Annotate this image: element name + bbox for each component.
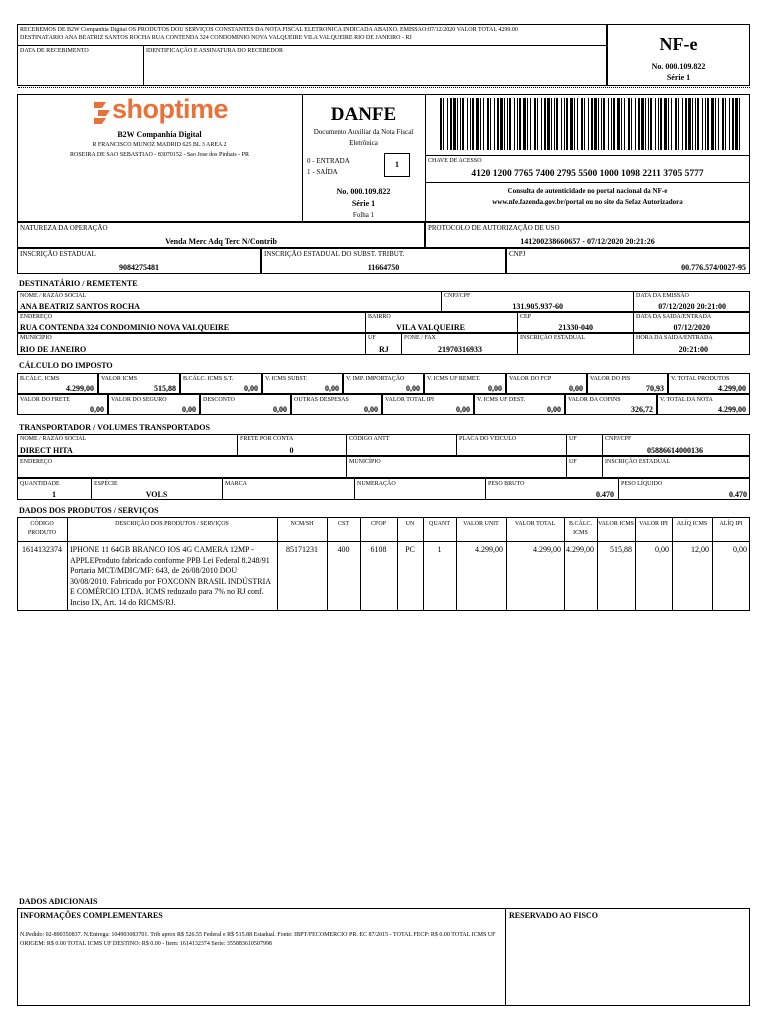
produtos-header-vunit: VALOR UNIT [463,521,499,527]
dest-uf-value: RJ [379,345,389,354]
barcode-bar [490,98,491,150]
produtos-col-divider [506,517,507,611]
transp-pl-value: 0.470 [729,490,747,499]
produtos-item-cod: 1614132374 [22,545,62,554]
barcode-bar [530,98,531,150]
consulta-line-2: www.nfe.fazenda.gov.br/portal ou no site da Sefaz Autorizadora [492,198,683,206]
imposto-r2-value: 0,00 [364,405,378,414]
imposto-r1-value: 4.299,00 [66,384,94,393]
entrada-label: 0 - ENTRADA [307,157,350,165]
transp-row1-div4 [566,434,567,456]
imposto-r1-label: V. ICMS UF REMET. [427,376,481,382]
transp-qtd-value: 1 [52,490,56,499]
protocolo-label: PROTOCOLO DE AUTORIZAÇÃO DE USO [428,224,560,232]
imposto-r2-label: VALOR DO SEGURO [111,397,167,403]
transp-cnpj-value: 05886614000136 [647,446,703,455]
barcode-bar [671,98,672,150]
transp-pl-label: PESO LÍQUIDO [621,481,663,487]
dest-saida-value: 07/12/2020 [673,323,710,332]
barcode-bar [702,98,703,150]
barcode-bar [611,98,612,150]
barcode-bar [440,98,442,150]
imposto-r1-label: VALOR DO FCP [509,376,552,382]
produtos-item-aipi: 0,00 [733,545,747,554]
tipo-box [384,153,410,177]
produtos-col-divider [456,517,457,611]
barcode-bar [564,98,565,150]
natureza-value: Venda Merc Adq Terc N/Contrib [165,237,277,246]
imposto-r2-cell [657,394,750,415]
transp-placa-label: PLACA DO VEÍCULO [459,436,517,442]
dest-mun-label: MUNICÍPIO [20,335,52,341]
tipo-value: 1 [395,160,399,169]
transp-end-label: ENDEREÇO [20,459,52,465]
barcode-bar [453,98,456,150]
barcode-bar [715,98,716,150]
barcode-bar [447,98,448,150]
danfe-title: DANFE [330,104,397,125]
barcode-bar [588,98,589,150]
barcode-bar [527,98,528,150]
barcode-bar [460,98,461,150]
imposto-r2-value: 0,00 [456,405,470,414]
produtos-header-aicms: ALÍQ ICMS [676,521,708,527]
dest-uf-label: UF [368,335,376,341]
produtos-item-vtotal: 4.299,00 [533,545,561,554]
imposto-r1-value: 0,00 [569,384,583,393]
barcode-bar [577,98,578,150]
dest-cep-value: 21330-040 [558,323,593,332]
barcode-bar [685,98,687,150]
imposto-r1-cell [98,373,180,394]
produtos-header-vipi: VALOR IPI [639,521,668,527]
imposto-r2-cell [200,394,291,415]
transp-frete-label: FRETE POR CONTA [240,436,294,442]
dest-section-title: DESTINATÁRIO / REMETENTE [19,279,138,288]
produtos-header-desc: DESCRIÇÃO DOS PRODUTOS / SERVIÇOS [115,521,229,527]
produtos-header-cst: CST [337,521,349,527]
produtos-col-divider [327,517,328,611]
imposto-r1-cell [424,373,506,394]
info-box [17,908,506,1006]
barcode-bar [519,98,521,150]
barcode-bar [467,98,468,150]
barcode-bar [624,98,625,150]
barcode-bar [631,98,632,150]
dest-fone-value: 21970316933 [438,345,482,354]
produtos-item-aicms: 12,00 [691,545,709,554]
barcode-bar [697,98,699,150]
produtos-item-quant: 1 [437,545,442,554]
info-label: INFORMAÇÕES COMPLEMENTARES [20,911,163,920]
imposto-r2-label: V. ICMS UF DEST. [477,397,525,403]
imposto-r2-value: 0,00 [90,405,104,414]
dest-hora-label: HORA DA SAÍDA/ENTRADA [636,335,713,341]
natureza-label: NATUREZA DA OPERAÇÃO [20,224,108,232]
transp-row3-div3 [354,478,355,500]
produtos-item-vunit: 4.299,00 [475,545,503,554]
imposto-r2-label: DESCONTO [203,397,235,403]
produtos-header-bc: B.CÁLC. ICMS [568,521,592,536]
canhoto-box [17,24,607,86]
transp-frete-value: 0 [289,446,294,455]
imposto-r2-label: VALOR TOTAL IPI [385,397,434,403]
transp-nome-label: NOME / RAZÃO SOCIAL [20,436,87,442]
barcode-bar [556,98,558,150]
barcode-bar [457,98,458,150]
barcode-bar [591,98,593,150]
imposto-r2-value: 4.299,00 [718,405,746,414]
produtos-header-aipi: ALÍQ IPI [719,521,743,527]
transp-pb-label: PESO BRUTO [488,481,525,487]
barcode-bar [603,98,605,150]
barcode-bar [500,98,503,150]
danfe-folha: Folha 1 [352,211,375,219]
transp-esp-value: VOLS [145,490,168,499]
transp-uf2-label: UF [569,459,577,465]
barcode-bar [678,98,679,150]
barcode-bar [517,98,518,150]
nfe-title: NF-e [659,34,698,54]
nfe-number: No. 000.109.822 [651,62,706,71]
emitente-address-2: ROSEIRA DE SAO SEBASTIAO - 83070152 - Sao Jose dos Pinhais - PR [69,152,249,158]
emitente-name: B2W Companhia Digital [117,130,202,139]
barcode-bar [483,98,484,150]
danfe-serie: Série 1 [351,199,376,208]
imposto-r2-cell [17,394,108,415]
danfe-subtitle: Documento Auxiliar da Nota Fiscal Eletrônica [313,128,414,147]
barcode-bar [472,98,474,150]
canhoto-text-2: DESTINATÁRIO ANA BEATRIZ SANTOS ROCHA RUA CONTENDA 324 CONDOMINIO NOVA VALQUEIRE VILA VALQUEIRE RIO DE JANEIRO - RJ [20,35,412,41]
adicionais-section-title: DADOS ADICIONAIS [19,897,98,906]
produtos-header-vtotal: VALOR TOTAL [514,521,556,527]
barcode-bar [658,98,659,150]
imposto-r1-cell [180,373,262,394]
imposto-r1-label: B.CÁLC. ICMS [20,376,60,382]
produtos-item-vipi: 0,00 [655,545,669,554]
produtos-header-cfop: CFOP [370,521,386,527]
imposto-r1-cell [262,373,343,394]
barcode-bar [705,98,706,150]
dest-cep-label: CEP [520,314,532,320]
produtos-item-cst: 400 [337,545,350,554]
barcode-bar [443,98,444,150]
barcode-bar [504,98,505,150]
transp-row1-div2 [346,434,347,456]
dest-bairro-label: BAIRRO [368,314,391,320]
saida-label: 1 - SAÍDA [307,168,338,176]
transp-row1-div3 [456,434,457,456]
transp-pb-value: 0.470 [596,490,614,499]
produtos-col-divider [360,517,361,611]
dest-emissao-label: DATA DA EMISSÃO [636,293,689,299]
barcode-bar [462,98,464,150]
produtos-col-divider [423,517,424,611]
barcode-bar [718,98,719,150]
imposto-r1-value: 70,93 [646,384,664,393]
imposto-r1-value: 0,00 [488,384,502,393]
barcode-bar [613,98,615,150]
barcode-bar [470,98,471,150]
imposto-r1-value: 4.299,00 [718,384,746,393]
imposto-r2-cell [108,394,200,415]
imposto-r2-label: VALOR DO FRETE [20,397,70,403]
barcode-bar [561,98,562,150]
dest-cpf-label: CNPJ/CPF [444,293,471,299]
barcode-bar [547,98,550,150]
barcode-bar [664,98,667,150]
barcode-bar [487,98,489,150]
transp-uf-label: UF [569,436,577,442]
produtos-col-divider [672,517,673,611]
barcode-bar [675,98,677,150]
dest-nome-label: NOME / RAZÃO SOCIAL [20,293,87,299]
barcode-bar [732,98,734,150]
fisco-label: RESERVADO AO FISCO [509,911,598,920]
consulta-line-1: Consulta de autenticidade no portal nacional da NF-e [507,187,668,195]
barcode-bar [621,98,622,150]
dest-end-label: ENDEREÇO [20,314,52,320]
barcode-divider [425,155,750,156]
produtos-section-title: DADOS DOS PRODUTOS / SERVIÇOS [19,506,159,515]
barcode-bar [551,98,552,150]
transp-section-title: TRANSPORTADOR / VOLUMES TRANSPORTADOS [19,423,210,432]
imposto-r2-cell [474,394,565,415]
shoptime-logo-text: shoptime [112,94,229,124]
barcode-bar [638,98,640,150]
imposto-r1-value: 0,00 [406,384,420,393]
transp-nome-value: DIRECT HITA [20,446,73,455]
barcode-bar [668,98,669,150]
produtos-header-ncm: NCM/SH [290,521,314,527]
dest-cpf-value: 131.905.937-60 [512,302,563,311]
protocolo-value: 141200238660657 - 07/12/2020 20:21:26 [520,237,655,246]
produtos-col-divider [397,517,398,611]
imposto-r2-value: 0,00 [547,405,561,414]
barcode-bar [598,98,599,150]
chave-value: 4120 1200 7765 7400 2795 5500 1000 1098 2211 3705 5777 [471,169,704,179]
transp-cnpj-label: CNPJ/CPF [605,436,632,442]
barcode-bar [584,98,585,150]
barcode-bar [523,98,526,150]
produtos-header-quant: QUANT [429,521,450,527]
imposto-r1-cell [668,373,750,394]
imposto-r1-label: V. TOTAL PRODUTOS [671,376,730,382]
transp-esp-label: ESPÉCIE [94,481,118,487]
cnpj-value: 00.776.574/0027-95 [681,263,746,272]
transp-marca-label: MARCA [225,481,248,487]
imposto-r1-cell [343,373,424,394]
barcode-bar [450,98,452,150]
imposto-r1-label: B.CÁLC. ICMS S.T. [183,376,234,382]
transp-qtd-label: QUANTIDADE [20,481,60,487]
produtos-header-vicms: VALOR ICMS [597,521,635,527]
signature-label: IDENTIFICAÇÃO E ASSINATURA DO RECEBEDOR [146,48,284,54]
dest-row3-div3 [517,333,518,355]
produtos-header-un: UN [405,521,415,527]
barcode-bar [554,98,555,150]
barcode-bar [725,98,726,150]
transp-row3-div2 [222,478,223,500]
produtos-item-vicms: 515,88 [610,545,632,554]
produtos-col-divider [277,517,278,611]
imposto-r2-value: 0,00 [273,405,287,414]
imposto-r2-label: V. TOTAL DA NOTA [660,397,713,403]
info-text: N.Pedido: 02-890350837. N.Entrega: 104903083701. Trib aprox R$ 526.55 Federal e R$ 515.88 Estadual. Fonte: IBPT/FECOMERCIO PR. EC 87/2015 - TOTAL FECP: R$ 0.00 TOTAL ICMS UF ORIGEM: R$ 0.00 TOTAL ICMS UF DESTINO: R$ 0.00 - Item: 1614132374 Serie: 355883610507998 [20,932,496,947]
barcode-bar [608,98,609,150]
produtos-item-bc: 4.299,00 [566,545,594,554]
barcode [440,98,740,150]
produtos-item-desc: IPHONE 11 64GB BRANCO IOS 4G CAMERA 12MP - APPLEProduto fabricado conforme PPB Lei Federal 8.248/91 Portaria MCT/MDIC/MF: 643, de 26/08/2010 DOU 30/08/2010. Fabricado por FOXCONN BRASIL INDÚSTRIA E COMÉRCIO LTDA. ICMS reduzado para 7% no RJ conf. Inciso IX, Art. 14 do RICMS/RJ. [70,545,271,607]
barcode-bar [695,98,696,150]
imposto-r1-label: V. IMP. IMPORTAÇÃO [346,376,405,382]
barcode-bar [494,98,495,150]
produtos-col-divider [712,517,713,611]
imposto-r2-cell [382,394,474,415]
fisco-box [505,908,750,1006]
transp-row2-div3 [602,456,603,478]
barcode-bar [497,98,499,150]
imposto-r1-label: VALOR ICMS [101,376,138,382]
dest-hora-value: 20:21:00 [678,345,708,354]
barcode-bar [655,98,656,150]
barcode-bar [688,98,691,150]
imposto-section-title: CÁLCULO DO IMPOSTO [19,361,113,370]
imposto-r1-label: V. ICMS SUBST. [265,376,308,382]
imposto-r2-label: VALOR DA COFINS [568,397,621,403]
canhoto-divider [17,45,607,46]
canhoto-divider-v [143,45,144,86]
barcode-bar [650,98,652,150]
emitente-address-1: R FRANCISCO MUNOZ MADRID 625 BL 3 AREA 2 [92,142,227,148]
barcode-bar [541,98,542,150]
chave-label: CHAVE DE ACESSO [428,158,482,164]
transp-antt-label: CÓDIGO ANTT [349,436,390,442]
imposto-r2-label: OUTRAS DESPESAS [294,397,349,403]
dest-end-value: RUA CONTENDA 324 CONDOMINIO NOVA VALQUEIRE [20,323,230,332]
imposto-r2-cell [291,394,382,415]
barcode-bar [544,98,546,150]
dest-row3-div1 [365,333,366,355]
imposto-r1-cell [17,373,98,394]
barcode-bar [509,98,511,150]
produtos-col-divider [635,517,636,611]
iest-value: 11664750 [367,263,400,272]
dest-saida-label: DATA DA SAÍDA/ENTRADA [636,314,712,320]
barcode-bar [739,98,740,150]
imposto-r2-value: 0,00 [182,405,196,414]
barcode-bar [645,98,646,150]
imposto-r2-cell [565,394,657,415]
barcode-bar [635,98,636,150]
imposto-r1-value: 0,00 [325,384,339,393]
date-received-label: DATA DE RECEBIMENTO [20,48,89,54]
dest-bairro-value: VILA VALQUEIRE [396,323,465,332]
produtos-item-cfop: 6108 [370,545,387,554]
barcode-icon [440,98,740,150]
barcode-bar [570,98,573,150]
barcode-bar [660,98,662,150]
barcode-bar [707,98,709,150]
barcode-bar [617,98,620,150]
imposto-r1-label: VALOR DO PIS [590,376,631,382]
imposto-r2-value: 326,72 [631,405,653,414]
barcode-bar [537,98,538,150]
barcode-bar [722,98,724,150]
nfe-serie: Série 1 [666,73,691,82]
iest-label: INSCRIÇÃO ESTADUAL DO SUBST. TRIBUT. [264,250,405,258]
barcode-bar [711,98,714,150]
produtos-col-divider [67,517,68,611]
barcode-bar [682,98,683,150]
barcode-bar [594,98,597,150]
produtos-col-divider [597,517,598,611]
barcode-bar [566,98,568,150]
ie-value: 9084275481 [119,263,159,272]
cut-line [18,87,750,88]
danfe-number: No. 000.109.822 [336,187,391,196]
barcode-bar [735,98,738,150]
canhoto-text-1: RECEBEMOS DE B2W Companhia Digital OS PRODUTOS DOU SERVIÇOS CONSTANTES DA NOTA FISCAL ELETRÔNICA INDICADA ABAIXO. EMISSÃO:07/12/2020 VALOR TOTAL 4299.00 [20,27,518,33]
ie-label: INSCRIÇÃO ESTADUAL [20,250,96,258]
barcode-bar [641,98,644,150]
barcode-bar [581,98,583,150]
transp-ie-label: INSCRIÇÃO ESTADUAL [605,459,671,465]
cnpj-label: CNPJ [509,250,526,258]
imposto-r1-value: 515,88 [154,384,176,393]
barcode-bar [628,98,630,150]
transp-mun-label: MUNICÍPIO [349,459,381,465]
imposto-r1-value: 0,00 [244,384,258,393]
produtos-header-cod: CÓDIGO PRODUTO [27,521,57,536]
barcode-bar [476,98,479,150]
imposto-r1-cell [506,373,587,394]
dest-emissao-value: 07/12/2020 20:21:00 [658,302,726,311]
barcode-bar [601,98,602,150]
barcode-bar [507,98,508,150]
chave-divider [425,182,750,183]
transp-row2-div1 [346,456,347,478]
produtos-item-ncm: 85171231 [286,545,318,554]
barcode-bar [729,98,730,150]
barcode-bar [480,98,481,150]
transp-row2-div2 [566,456,567,478]
barcode-bar [648,98,649,150]
barcode-bar [574,98,575,150]
barcode-bar [534,98,536,150]
dest-ie-label: INSCRIÇÃO ESTADUAL [520,335,586,341]
transp-num-label: NUMERAÇÃO [357,481,396,487]
imposto-r1-cell [587,373,668,394]
barcode-bar [692,98,693,150]
dest-fone-label: FONE / FAX [404,335,436,341]
barcode-bar [514,98,515,150]
dest-nome-value: ANA BEATRIZ SANTOS ROCHA [20,302,140,311]
produtos-item-un: PC [405,545,415,554]
dest-mun-value: RIO DE JANEIRO [20,345,87,354]
